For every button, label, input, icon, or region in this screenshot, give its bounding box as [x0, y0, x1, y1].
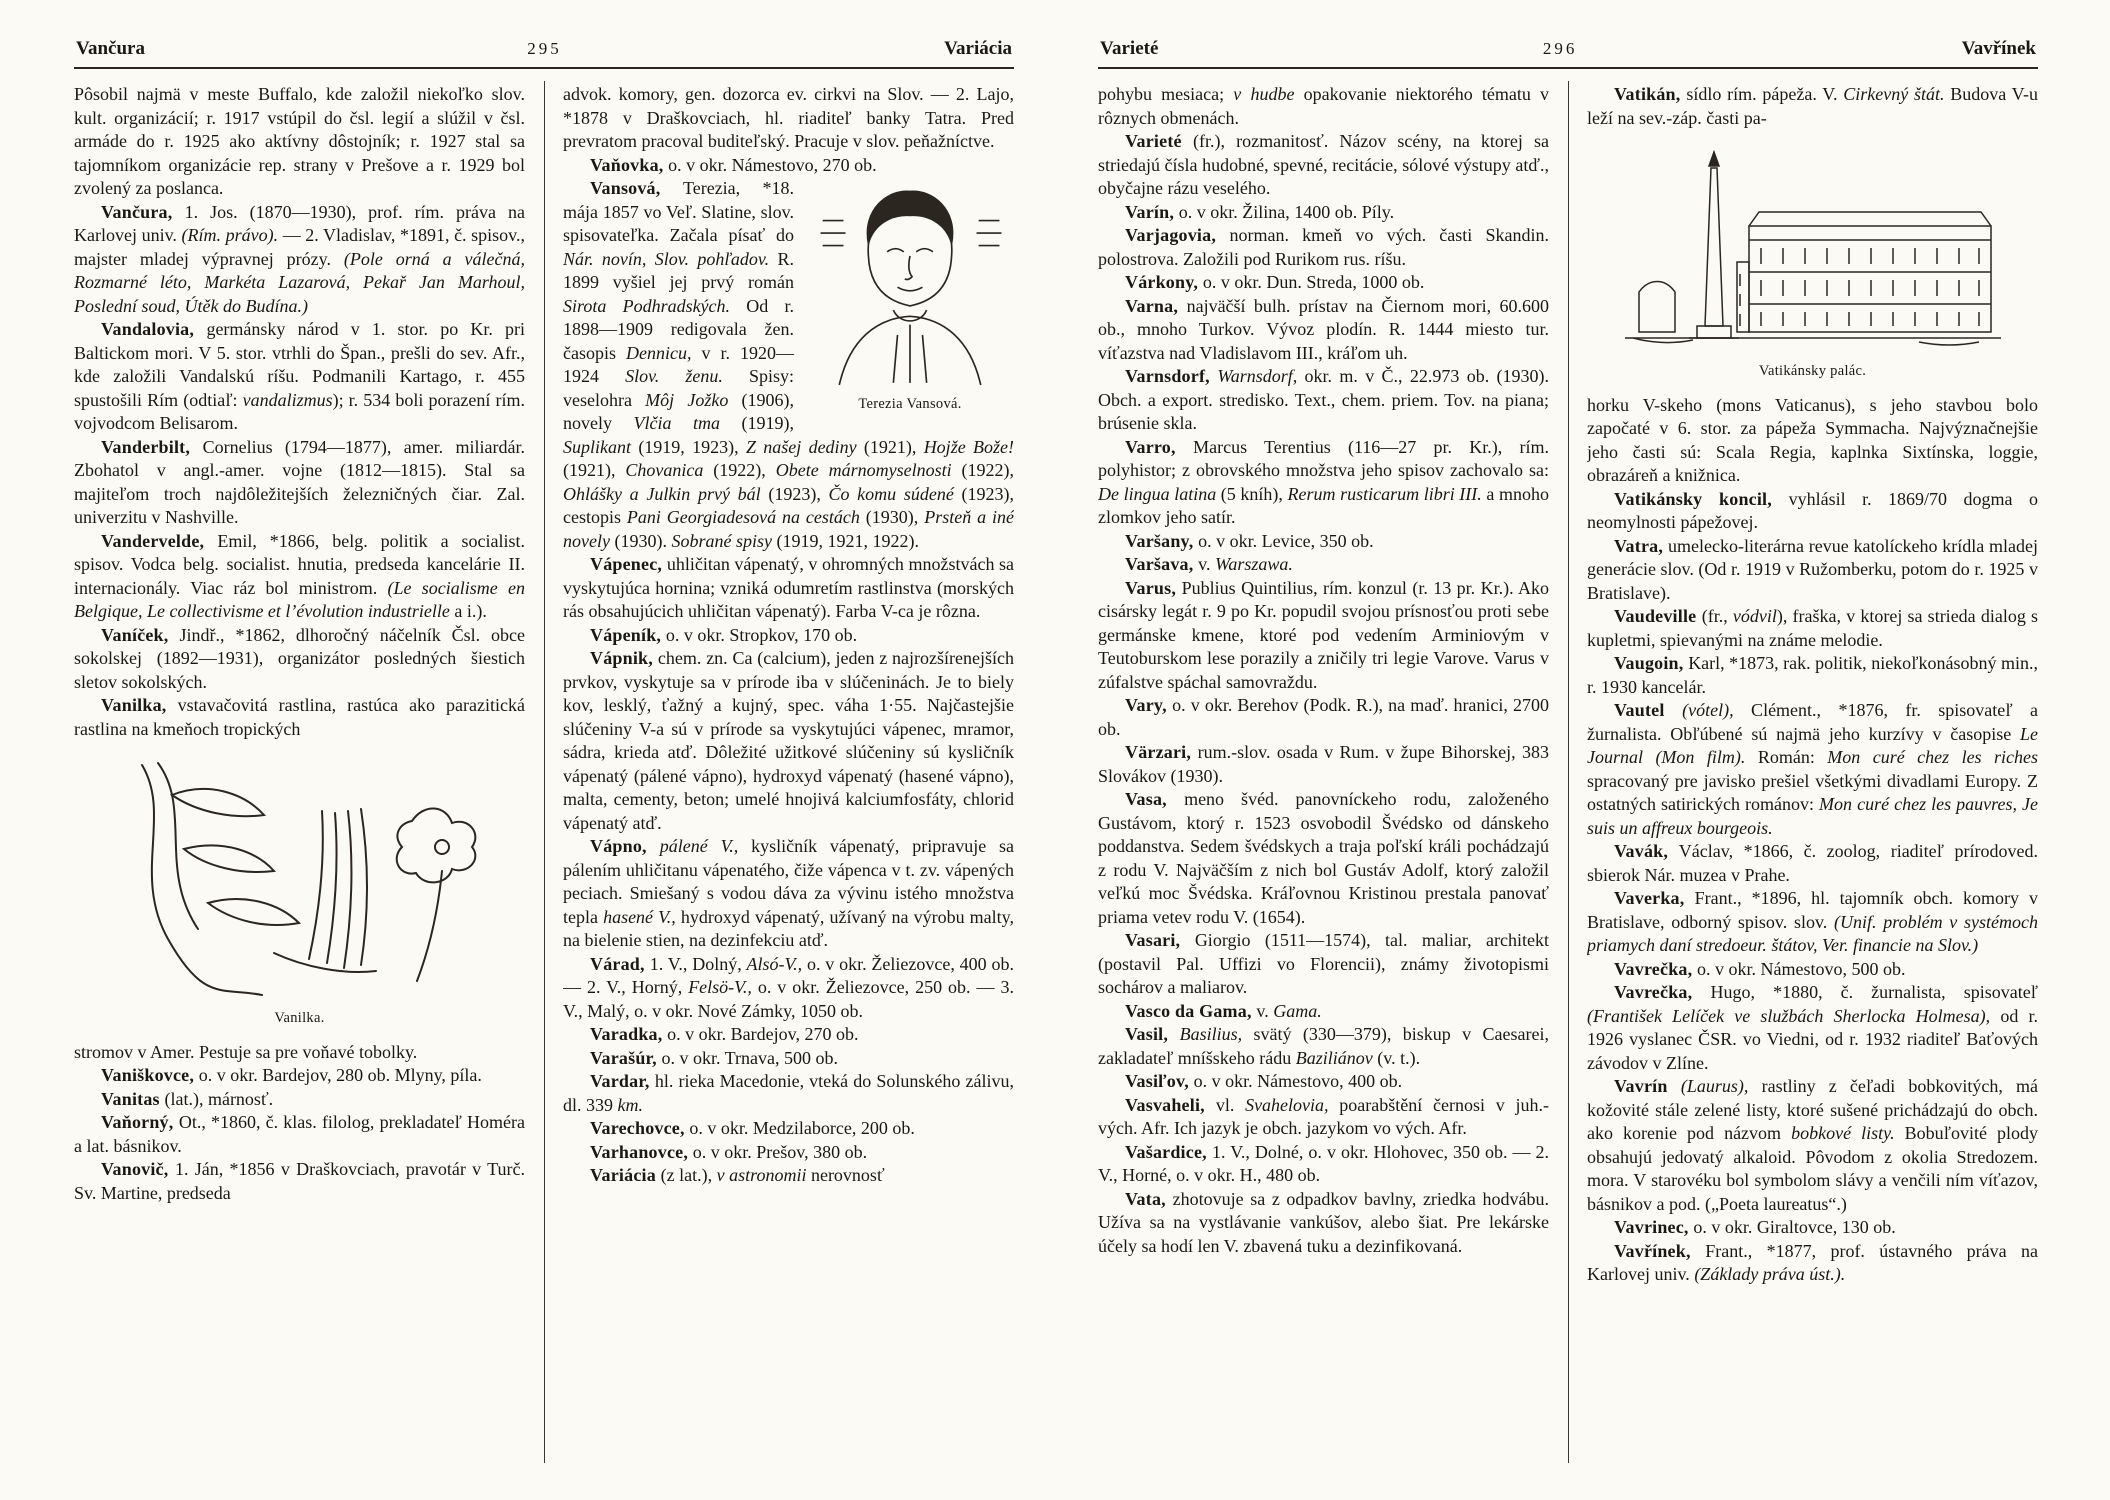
- running-head-last-term: Vavřínek: [1961, 38, 2036, 59]
- entry-term: Variácia: [590, 1165, 661, 1185]
- entry-term: Várkony,: [1125, 272, 1203, 292]
- dictionary-entry: Vautel (vótel), Clément., *1876, fr. spisovateľ a žurnalista. Obľúbené sú najmä jeho kurzívy v časopise Le Journal (Mon film). Román: Mon curé chez les riches spracovaný pre javisko prešiel všetkými divadlami Europy. Z ostatných satirických románov: Mon curé chez les pauvres, Je suis un affreux bourgeois.: [1587, 700, 2038, 838]
- entry-continuation: pohybu mesiaca; v hudbe opakovanie niektorého tématu v rôznych obmenách.: [1098, 84, 1549, 128]
- dictionary-entry: Várad, 1. V., Dolný, Alsó-V., o. v okr. Želiezovce, 400 ob. — 2. V., Horný, Felsö-V., o. v okr. Želiezovce, 250 ob. — 3. V., Malý, o. v okr. Nové Zámky, 1050 ob.: [563, 953, 1014, 1021]
- dictionary-entry: Varšava, v. Warszawa.: [1125, 554, 1293, 574]
- dictionary-entry: Varadka, o. v okr. Bardejov, 270 ob.: [590, 1024, 859, 1044]
- dictionary-entry: Värzari, rum.-slov. osada v Rum. v župe Bihorskej, 383 Slovákov (1930).: [1098, 742, 1549, 786]
- dictionary-entry: Vašardice, 1. V., Dolné, o. v okr. Hlohovec, 350 ob. — 2. V., Horné, o. v okr. H., 480 ob.: [1098, 1141, 1549, 1185]
- entry-term: Varín,: [1125, 201, 1179, 222]
- entry-term: Várad,: [590, 953, 650, 974]
- dictionary-entry: Vatra, umelecko-literárna revue katolíckeho krídla mladej generácie slov. (Od r. 1919 v Ružomberku, potom do r. 1925 v Bratislave).: [1587, 535, 2038, 603]
- running-head-left-page: [74, 38, 1014, 69]
- entry-term: Vansová,: [590, 178, 683, 198]
- entry-term: Vavrečka,: [1614, 982, 1711, 1002]
- entry-term: Vautel: [1614, 700, 1683, 720]
- entry-term: Vaňovka,: [590, 154, 669, 175]
- dictionary-entry: Vanovič, 1. Ján, *1856 v Draškovciach, pravotár v Turč. Sv. Martine, predseda: [74, 1159, 525, 1203]
- dictionary-entry: Vavřínek, Frant., *1877, prof. ústavného práva na Karlovej univ. (Základy práva úst.).: [1587, 1240, 2038, 1284]
- dictionary-entry: Vansová, Terezia, *18. mája 1857 vo Veľ. Slatine, slov. spisovateľka. Začala písať do Nár. novín, Slov. pohľadov. R. 1899 vyšiel jej prvý román Sirota Podhradských. Od r. 1898—1909 redigovala žen. časopis Dennicu, v r. 1920—1924 Slov. ženu. Spisy: veselohra Môj Jožko (1906), novely Vlčia tma (1919), Suplikant (1919, 1923), Z našej dediny (1921), Hojže Bože! (1921), Chovanica (1922), Obete márnomyselnosti (1922), Ohlášky a Julkin prvý bál (1923), Čo komu súdené (1923), cestopis Pani Georgiadesová na cestách (1930), Prsteň a iné novely (1930). Sobrané spisy (1919, 1921, 1922).: [563, 178, 1014, 551]
- dictionary-entry: Vasari, Giorgio (1511—1574), tal. maliar, architekt (postavil Pal. Uffizi vo Florencii), známy životopismi sochárov a maliarov.: [1098, 930, 1549, 997]
- dictionary-entry: Vasa, meno švéd. panovníckeho rodu, založeného Gustávom, ktorý r. 1523 osvobodil Švédsko od dánskeho poddanstva. Sedem švédskych a traja poľskí králi pochádzajú z rodu V. Najväčším z nich bol Gustáv Adolf, ktorý založil veľkú moc Švédska. Kráľovnou Kristinou prestala panovať priama vetev rodu V. (1654).: [1098, 789, 1549, 927]
- entry-term: Vandervelde,: [101, 530, 218, 551]
- entry-term: Vasvaheli,: [1125, 1094, 1216, 1115]
- entry-term: Varus,: [1125, 577, 1182, 598]
- dictionary-entry: Varín, o. v okr. Žilina, 1400 ob. Píly.: [1125, 201, 1395, 222]
- entry-term: Varjagovia,: [1125, 225, 1230, 245]
- entry-term: Vasco da Gama,: [1125, 1000, 1257, 1021]
- page-295: [74, 38, 1014, 1469]
- dictionary-entry: Vavrín (Laurus), rastliny z čeľadi bobkovitých, má kožovité stále zelené listy, ktoré sušené prichádzajú do obch. ako korenie pod názvom bobkové listy. Bobuľovité plody obsahujú jedovatý alkaloid. Pôvodom z okolia Stredozem. mora. V starovéku bol symbolom slávy a venčili ním víťazov, básnikov a pod. („Poeta laureatus“.): [1587, 1076, 2038, 1214]
- dictionary-entry: Varašúr, o. v okr. Trnava, 500 ob.: [590, 1047, 839, 1068]
- dictionary-entry: Varro, Marcus Terentius (116—27 pr. Kr.), rím. polyhistor; z obrovského množstva jeho spisov zachovalo sa: De lingua latina (5 kníh), Rerum rusticarum libri III. a mnoho zlomkov jeho satír.: [1098, 436, 1549, 527]
- entry-term: Varro,: [1125, 436, 1194, 457]
- dictionary-entry: Vasil, Basilius, svätý (330—379), biskup v Caesarei, zakladateľ mníšskeho rádu Baziliánov (v. t.).: [1098, 1024, 1549, 1068]
- text-column-1: [74, 83, 525, 1469]
- dictionary-entry: Várkony, o. v okr. Dun. Streda, 1000 ob.: [1125, 272, 1425, 292]
- dictionary-entry: Vatikán, sídlo rím. pápeža. V. Cirkevný štát. Budova V-u leží na sev.-záp. časti pa-: [1587, 84, 2038, 128]
- entry-term: Vanovič,: [101, 1159, 175, 1179]
- figure-caption: Vatikánsky palác.: [1758, 363, 1867, 379]
- entry-term: Vasa,: [1125, 789, 1185, 809]
- entry-term: Varhanovce,: [590, 1141, 693, 1162]
- dictionary-entry: Vápnik, chem. zn. Ca (calcium), jeden z najrozšírenejších prvkov, vyskytuje sa v prírode iba v slúčeninách. Je to biely kov, lesklý, ťažný a kujný, spec. váha 1·55. Najčastejšie slúčeniny V-a sú v prírode sa vyskytujúci vápenec, mramor, sádra, krieda atď. Dôležité užitkové slúčeniny sú kysličník vápenatý (pálené vápno), hydroxyd vápenatý (hasené vápno), malta, cementy, beton; umelé hnojivá kalciumfosfáty, chlorid vápenatý atď.: [563, 648, 1014, 833]
- running-head-right-page: [1098, 38, 2038, 69]
- entry-term: Vandalovia,: [101, 319, 207, 339]
- dictionary-entry: Vaniškovce, o. v okr. Bardejov, 280 ob. Mlyny, píla.: [101, 1065, 482, 1085]
- text-column-4: [1587, 83, 2038, 1469]
- entry-term: Vašardice,: [1125, 1141, 1213, 1162]
- dictionary-entry: Vápeník, o. v okr. Stropkov, 170 ob.: [590, 624, 858, 645]
- dictionary-entry: Vápno, pálené V., kysličník vápenatý, pripravuje sa pálením uhličitanu vápenatého, čiže vápenca v t. zv. vápených peciach. Smiešaný s vodou dáva za vývinu istého množstva tepla hasené V., hydroxyd vápenatý, užívaný na výrobu malty, na bielenie stien, na dezinfekciu atď.: [563, 836, 1014, 950]
- running-head-last-term: Variácia: [944, 38, 1012, 59]
- dictionary-entry: Vatikánsky koncil, vyhlásil r. 1869/70 dogma o neomylnosti pápežovej.: [1587, 488, 2038, 532]
- page-columns: [1098, 69, 2038, 1469]
- entry-term: Vatikán,: [1614, 84, 1687, 104]
- vanilla-plant-engraving: [114, 753, 486, 1001]
- entry-term: Vápno,: [590, 836, 660, 856]
- dictionary-entry: Varus, Publius Quintilius, rím. konzul (r. 13 pr. Kr.). Ako cisársky legát r. 9 po Kr. popudil svojou prísnosťou proti sebe germánske kmene, ktoré pod vedením Arminiovým v Teutoburskom lese porazily a zničily tri legie Varove. Varus v zúfalstve spáchal samovraždu.: [1098, 577, 1549, 692]
- entry-term: Vančura,: [101, 201, 185, 222]
- dictionary-entry: Variácia (z lat.), v astronomii nerovnosť: [590, 1165, 885, 1185]
- entry-term: Vaugoin,: [1614, 653, 1689, 673]
- dictionary-entry: Vavrečka, o. v okr. Námestovo, 500 ob.: [1614, 958, 1906, 979]
- dictionary-entry: Vaugoin, Karl, *1873, rak. politik, niekoľkonásobný min., r. 1930 kancelár.: [1587, 653, 2038, 697]
- entry-term: Vanilka,: [101, 695, 178, 715]
- vatican-palace-figure: [1591, 142, 2034, 384]
- entry-term: Vasari,: [1125, 930, 1195, 950]
- dictionary-entry: Vary, o. v okr. Berehov (Podk. R.), na maď. hranici, 2700 ob.: [1098, 695, 1549, 739]
- page-296: [1098, 38, 2038, 1469]
- portrait-engraving: [806, 179, 1014, 387]
- entry-term: Varechovce,: [590, 1118, 690, 1138]
- figure-caption: Terezia Vansová.: [858, 396, 962, 412]
- entry-term: Varna,: [1125, 295, 1187, 316]
- dictionary-entry: Vavrečka, Hugo, *1880, č. žurnalista, spisovateľ (František Lelíček ve službách Sherlocka Holmesa), od r. 1926 vyslanec ČSR. vo Viedni, od r. 1932 riaditeľ Baťových závodov v Zlíne.: [1587, 982, 2038, 1073]
- page-number: 295: [527, 39, 562, 58]
- entry-continuation: advok. komory, gen. dozorca ev. cirkvi na Slov. — 2. Lajo, *1878 v Draškovciach, hl. riaditeľ banky Tatra. Pred prevratom pracoval buditeľský. Pracuje v slov. peňažníctve.: [563, 84, 1014, 151]
- dictionary-entry: Vanderbilt, Cornelius (1794—1877), amer. miliardár. Zbohatol v angl.-amer. vojne (1812—1815). Stal sa majiteľom troch najdôležitejších železničných čiar. Zal. univerzitu v Nashville.: [74, 436, 525, 527]
- vatican-palace-engraving: [1619, 142, 2007, 354]
- dictionary-entry: Vandalovia, germánsky národ v 1. stor. po Kr. pri Baltickom mori. V 5. stor. vtrhli do Špan., prešli do sev. Afr., kde založili Vandalskú ríšu. Podmanili Kartago, r. 455 spustošili Rím (odtiaľ: vandalizmus); r. 534 boli porazení rím. vojvodcom Belisarom.: [74, 319, 525, 433]
- text-column-2: [563, 83, 1014, 1469]
- entry-term: Vanitas: [101, 1088, 165, 1109]
- dictionary-entry: Vardar, hl. rieka Macedonie, vteká do Solunského zálivu, dl. 339 km.: [563, 1071, 1014, 1115]
- vanilka-figure: [78, 753, 521, 1031]
- entry-term: Vatikánsky koncil,: [1614, 488, 1789, 509]
- dictionary-entry: Varjagovia, norman. kmeň vo vých. časti Skandin. polostrova. Založili pod Rurikom rus. ríšu.: [1098, 225, 1549, 269]
- dictionary-entry: Vanitas (lat.), márnosť.: [101, 1088, 274, 1109]
- dictionary-entry: Vavák, Václav, *1866, č. zoolog, riaditeľ prírodoved. sbierok Nár. muzea v Prahe.: [1587, 841, 2038, 885]
- dictionary-entry: Vasiľov, o. v okr. Námestovo, 400 ob.: [1125, 1071, 1403, 1091]
- entry-term: Varnsdorf,: [1125, 366, 1218, 386]
- dictionary-entry: Vata, zhotovuje sa z odpadkov bavlny, zriedka hodvábu. Užíva sa na vystlávanie vankúšov, alebo šiat. Pre lekárske účely sa hodí len V. zbavená tuku a dezinfikovaná.: [1098, 1188, 1549, 1256]
- entry-term: Vavrečka,: [1614, 958, 1697, 979]
- page-number: 296: [1542, 39, 1578, 58]
- running-head-first-term: Vančura: [76, 38, 145, 59]
- entry-term: Vavák,: [1614, 841, 1679, 861]
- entry-term: Vápeník,: [590, 624, 666, 645]
- dictionary-entry: Vavrinec, o. v okr. Giraltovce, 130 ob.: [1614, 1217, 1896, 1237]
- dictionary-entry: Varšany, o. v okr. Levice, 350 ob.: [1125, 530, 1374, 551]
- dictionary-entry: Vanilka, vstavačovitá rastlina, rastúca ako parazitická rastlina na kmeňoch tropických: [74, 695, 525, 739]
- entry-term: Vaníček,: [101, 624, 180, 645]
- dictionary-entry: Varieté (fr.), rozmanitosť. Názov scény, na ktorej sa striedajú čísla hudobné, spevné, recitácie, sólové výstupy atď., obyčajne rázu veselého.: [1098, 131, 1549, 198]
- entry-term: Vavrín: [1614, 1076, 1681, 1096]
- figure-caption: Vanilka.: [274, 1010, 325, 1026]
- entry-term: Vasil,: [1125, 1024, 1180, 1044]
- dictionary-entry: Vasco da Gama, v. Gama.: [1125, 1000, 1322, 1021]
- running-head-first-term: Varieté: [1100, 38, 1159, 59]
- dictionary-entry: Vaňorný, Ot., *1860, č. klas. filolog, prekladateľ Homéra a lat. básnikov.: [74, 1112, 525, 1156]
- entry-term: Vaudeville: [1614, 606, 1702, 626]
- dictionary-entry: Vápenec, uhličitan vápenatý, v ohromných množstvách sa vyskytujúca hornina; vzniká odumretím rastlinstva (morských rás obsahujúcich uhličitan vápenatý). Farba V-ca je rôzna.: [563, 554, 1014, 621]
- dictionary-entry: Vaňovka, o. v okr. Námestovo, 270 ob.: [590, 154, 877, 175]
- dictionary-entry: Varhanovce, o. v okr. Prešov, 380 ob.: [590, 1141, 868, 1162]
- entry-continuation: Pôsobil najmä v meste Buffalo, kde založil niekoľko slov. kult. organizácií; r. 1917 vstúpil do čsl. legií a slúžil v čsl. armáde do r. 1925 ako aktívny dôstojník; r. 1927 stal sa tajomníkom organizácie rep. strany v Prešove a r. 1929 bol zvolený za poslanca.: [74, 84, 525, 198]
- entry-term: Vasiľov,: [1125, 1071, 1194, 1091]
- entry-term: Varieté: [1125, 131, 1194, 151]
- dictionary-entry: Varechovce, o. v okr. Medzilaborce, 200 ob.: [590, 1118, 915, 1138]
- entry-term: Vaňorný,: [101, 1112, 179, 1132]
- entry-continuation: horku V-skeho (mons Vaticanus), s jeho stavbou bolo započaté v 6. stor. za pápeža Symmacha. Najvýznačnejšie jeho časti sú: Scala Regia, kaplnka Sixtínska, loggie, obrazáreň a knižnica.: [1587, 394, 2038, 485]
- dictionary-entry: Varna, najväčší bulh. prístav na Čiernom mori, 60.600 ob., mnoho Turkov. Vývoz plodín. R. 1444 miesto tur. víťazstva nad Vladislavom III., kráľom uh.: [1098, 295, 1549, 363]
- entry-term: Vanderbilt,: [101, 436, 203, 457]
- entry-term: Vatra,: [1614, 535, 1669, 556]
- dictionary-entry: Vaverka, Frant., *1896, hl. tajomník obch. komory v Bratislave, odborný spisov. slov. (Unif. problém v systémoch priamych daní stredoeur. štátov, Ver. financie na Slov.): [1587, 888, 2038, 955]
- entry-term: Vavrinec,: [1614, 1217, 1694, 1237]
- vansova-portrait-figure: [806, 179, 1014, 417]
- entry-term: Vata,: [1125, 1188, 1173, 1209]
- entry-continuation: stromov v Amer. Pestuje sa pre voňavé tobolky.: [74, 1041, 418, 1062]
- entry-term: Vápnik,: [590, 648, 658, 668]
- dictionary-entry: Vančura, 1. Jos. (1870—1930), prof. rím. práva na Karlovej univ. (Rím. právo). — 2. Vladislav, *1891, č. spisov., majster mladej výpravnej prózy. (Pole orná a válečná, Rozmarné léto, Markéta Lazarová, Pekař Jan Marhoul, Poslední soud, Útěk do Budína.): [74, 201, 525, 316]
- entry-term: Varšava,: [1125, 554, 1199, 574]
- entry-term: Vavřínek,: [1614, 1240, 1706, 1261]
- dictionary-entry: Vaudeville (fr., vódvil), fraška, v ktorej sa strieda dialog s kupletmi, spievanými na známe melodie.: [1587, 606, 2038, 650]
- dictionary-entry: Vandervelde, Emil, *1866, belg. politik a socialist. spisov. Vodca belg. socialist. hnutia, predseda kancelárie II. internacionály. Viac ráz bol ministrom. (Le socialisme en Belgique, Le collectivisme et l’évolution industrielle a i.).: [74, 530, 525, 621]
- dictionary-entry: Vaníček, Jindř., *1862, dlhoročný náčelník Čsl. obce sokolskej (1892—1931), organizátor posledných šiestich sletov sokolských.: [74, 624, 525, 692]
- entry-term: Värzari,: [1125, 742, 1198, 762]
- entry-term: Varašúr,: [590, 1047, 662, 1068]
- dictionary-entry: Varnsdorf, Warnsdorf, okr. m. v Č., 22.973 ob. (1930). Obch. a export. stredisko. Text., chem. priem. Tov. na piana; brúsenie skla.: [1098, 366, 1549, 433]
- entry-term: Vaniškovce,: [101, 1065, 199, 1085]
- entry-term: Vaverka,: [1614, 888, 1695, 908]
- dictionary-entry: Vasvaheli, vl. Svahelovia, poarabštění černosi v juh.-vých. Afr. Ich jazyk je obch. jazykom vo vých. Afr.: [1098, 1094, 1549, 1138]
- page-columns: [74, 69, 1014, 1469]
- entry-term: Varadka,: [590, 1024, 668, 1044]
- entry-term: Vary,: [1125, 695, 1173, 715]
- entry-term: Varšany,: [1125, 530, 1199, 551]
- entry-term: Vardar,: [590, 1071, 655, 1091]
- text-column-3: [1098, 83, 1549, 1469]
- entry-term: Vápenec,: [590, 554, 667, 574]
